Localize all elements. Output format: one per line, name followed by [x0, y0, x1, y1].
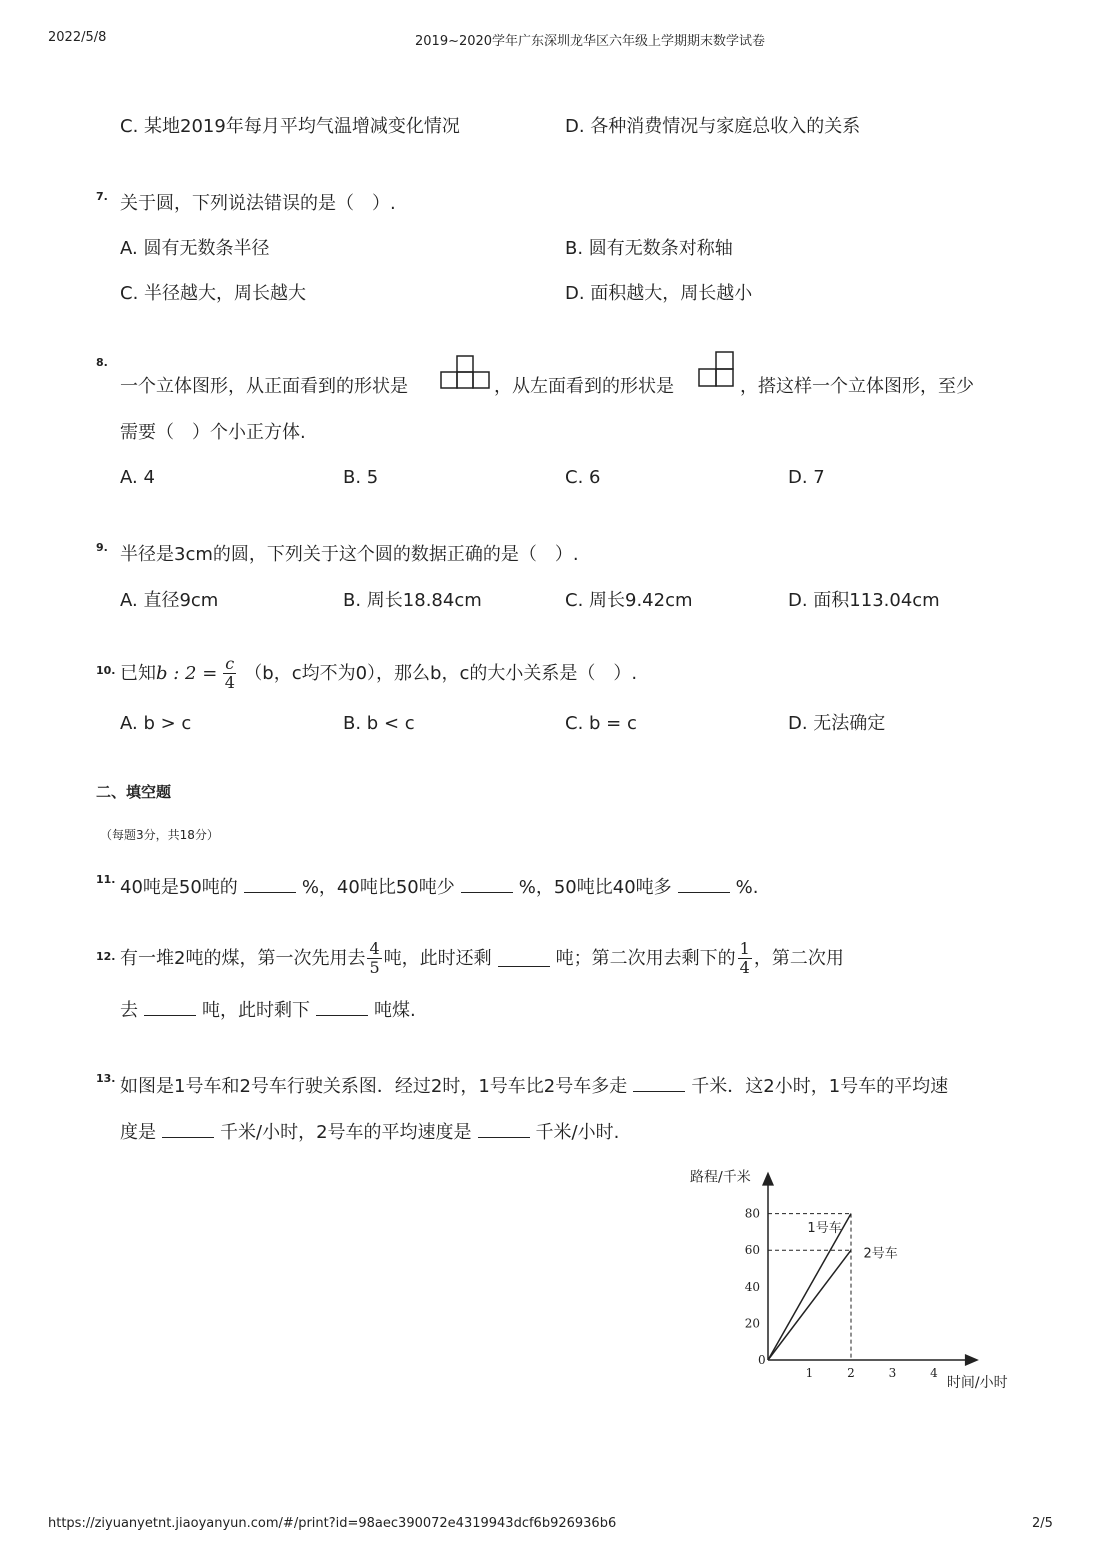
y-axis-arrow — [762, 1172, 774, 1186]
q8-option-c: C. 6 — [565, 467, 601, 488]
fraction-numerator: 4 — [369, 939, 380, 958]
front-view-figure — [440, 355, 492, 389]
q12-text-7: 吨煤. — [374, 1000, 416, 1021]
q6-option-d: D. 各种消费情况与家庭总收入的关系 — [565, 116, 861, 137]
q7-option-c: C. 半径越大，周长越大 — [120, 283, 307, 304]
q8-option-d: D. 7 — [788, 467, 825, 488]
q12-text-2: 吨，此时还剩 — [383, 947, 492, 969]
q9-option-d: D. 面积113.04cm — [788, 590, 940, 611]
fraction-denominator: 4 — [224, 673, 235, 692]
fraction-denominator: 4 — [739, 958, 750, 977]
answer-blank[interactable] — [678, 876, 730, 893]
y-tick-label: 40 — [744, 1279, 760, 1294]
document-title: 2019~2020学年广东深圳龙华区六年级上学期期末数学试卷 — [415, 34, 766, 49]
q13-text-1: 如图是1号车和2号车行驶关系图．经过2时，1号车比2号车多走 — [120, 1076, 628, 1097]
x-axis-label: 时间/小时 — [946, 1375, 1008, 1391]
answer-blank[interactable] — [498, 950, 550, 967]
x-tick-label: 4 — [930, 1366, 938, 1380]
q9-stem: 半径是3cm的圆，下列关于这个圆的数据正确的是（ ）. — [120, 544, 579, 565]
x-axis-arrow — [965, 1354, 979, 1366]
answer-blank[interactable] — [144, 999, 196, 1016]
q12-text-5: 去 — [120, 1000, 138, 1021]
answer-blank[interactable] — [316, 999, 368, 1016]
q10-option-b: B. b < c — [343, 713, 415, 734]
q7-option-d: D. 面积越大，周长越小 — [565, 283, 753, 304]
q10-stem — [120, 655, 637, 692]
q10-fraction — [223, 655, 236, 692]
y-tick-label: 80 — [744, 1206, 760, 1221]
q7-stem: 关于圆，下列说法错误的是（ ）. — [120, 193, 396, 214]
q8-stem-part2: ，从左面看到的形状是 — [494, 376, 674, 397]
q12-fraction-1 — [367, 940, 381, 977]
fraction-numerator: 1 — [739, 939, 750, 958]
q11-text-2: %，40吨比50吨少 — [301, 877, 455, 898]
q8-stem-part3: ，搭这样一个立体图形，至少 — [740, 376, 974, 397]
x-tick-label: 3 — [888, 1366, 897, 1380]
question-number: 12. — [96, 950, 116, 963]
y-tick-label: 60 — [744, 1243, 760, 1258]
x-tick-label: 1 — [805, 1366, 814, 1380]
fraction-numerator: c — [225, 654, 235, 673]
q7-option-a: A. 圆有无数条半径 — [120, 238, 270, 259]
q8-stem-part4: 需要（ ）个小正方体. — [120, 422, 306, 443]
q9-option-b: B. 周长18.84cm — [343, 590, 482, 611]
y-tick-label: 20 — [744, 1316, 760, 1331]
answer-blank[interactable] — [461, 876, 513, 893]
q12-text-6: 吨，此时剩下 — [202, 1000, 310, 1021]
series-label-1: 1号车 — [807, 1220, 842, 1236]
series-line-2 — [768, 1250, 851, 1360]
q11-text-1: 40吨是50吨的 — [120, 877, 238, 898]
answer-blank[interactable] — [478, 1121, 530, 1138]
q12-fraction-2 — [738, 940, 752, 977]
q13-text-5: 千米/小时. — [535, 1122, 620, 1143]
q7-option-b: B. 圆有无数条对称轴 — [565, 238, 733, 259]
x-tick-label: 2 — [847, 1366, 855, 1380]
q10-stem-prefix: 已知 — [120, 662, 156, 684]
q13-stem-line2 — [120, 1121, 619, 1144]
q12-text-1: 有一堆2吨的煤，第一次先用去 — [120, 947, 366, 969]
q8-option-b: B. 5 — [343, 467, 379, 488]
answer-blank[interactable] — [162, 1121, 214, 1138]
section-note: （每题3分，共18分） — [100, 828, 219, 842]
q11-text-4: %. — [735, 877, 759, 898]
q11-text-3: %，50吨比40吨多 — [518, 877, 672, 898]
q13-text-3: 度是 — [120, 1122, 156, 1143]
q10-option-c: C. b = c — [565, 713, 637, 734]
question-number: 9. — [96, 541, 108, 554]
y-axis-label: 路程/千米 — [690, 1169, 751, 1186]
q13-text-2: 千米．这2小时，1号车的平均速 — [691, 1076, 949, 1097]
q12-text-4: ，第二次用 — [753, 947, 844, 969]
question-number: 7. — [96, 190, 108, 203]
q6-option-c: C. 某地2019年每月平均气温增减变化情况 — [120, 116, 460, 137]
q13-text-4: 千米/小时，2号车的平均速度是 — [220, 1122, 472, 1143]
footer-url: https://ziyuanyetnt.jiaoyanyun.com/#/print?id=98aec390072e4319943dcf6b926936b6 — [48, 1516, 617, 1531]
answer-blank[interactable] — [633, 1075, 685, 1092]
q8-option-a: A. 4 — [120, 467, 155, 488]
origin-label: 0 — [758, 1353, 766, 1367]
answer-blank[interactable] — [244, 876, 296, 893]
series-label-2: 2号车 — [863, 1246, 898, 1262]
q12-text-3: 吨；第二次用去剩下的 — [555, 947, 736, 969]
q9-option-c: C. 周长9.42cm — [565, 590, 693, 611]
q10-option-d: D. 无法确定 — [788, 713, 886, 734]
question-number: 13. — [96, 1072, 116, 1085]
q10-option-a: A. b > c — [120, 713, 192, 734]
left-view-figure — [698, 351, 736, 387]
q12-stem-line2 — [120, 999, 416, 1022]
print-date: 2022/5/8 — [48, 30, 107, 45]
question-number: 8. — [96, 356, 108, 369]
q10-stem-suffix: （b，c均不为0），那么b，c的大小关系是（ ）. — [244, 662, 638, 684]
question-number: 10. — [96, 664, 116, 677]
q13-stem-line1 — [120, 1075, 948, 1098]
q11-stem — [120, 876, 758, 899]
question-number: 11. — [96, 873, 116, 886]
q9-option-a: A. 直径9cm — [120, 590, 219, 611]
q8-stem-part1: 一个立体图形，从正面看到的形状是 — [120, 376, 408, 397]
q10-equation: b : 2 = — [156, 662, 218, 684]
section-title: 二、填空题 — [96, 783, 172, 801]
fraction-denominator: 5 — [369, 958, 380, 977]
q12-stem-line1 — [120, 940, 844, 977]
travel-chart — [680, 1155, 1020, 1395]
page-number: 2/5 — [1032, 1516, 1053, 1531]
